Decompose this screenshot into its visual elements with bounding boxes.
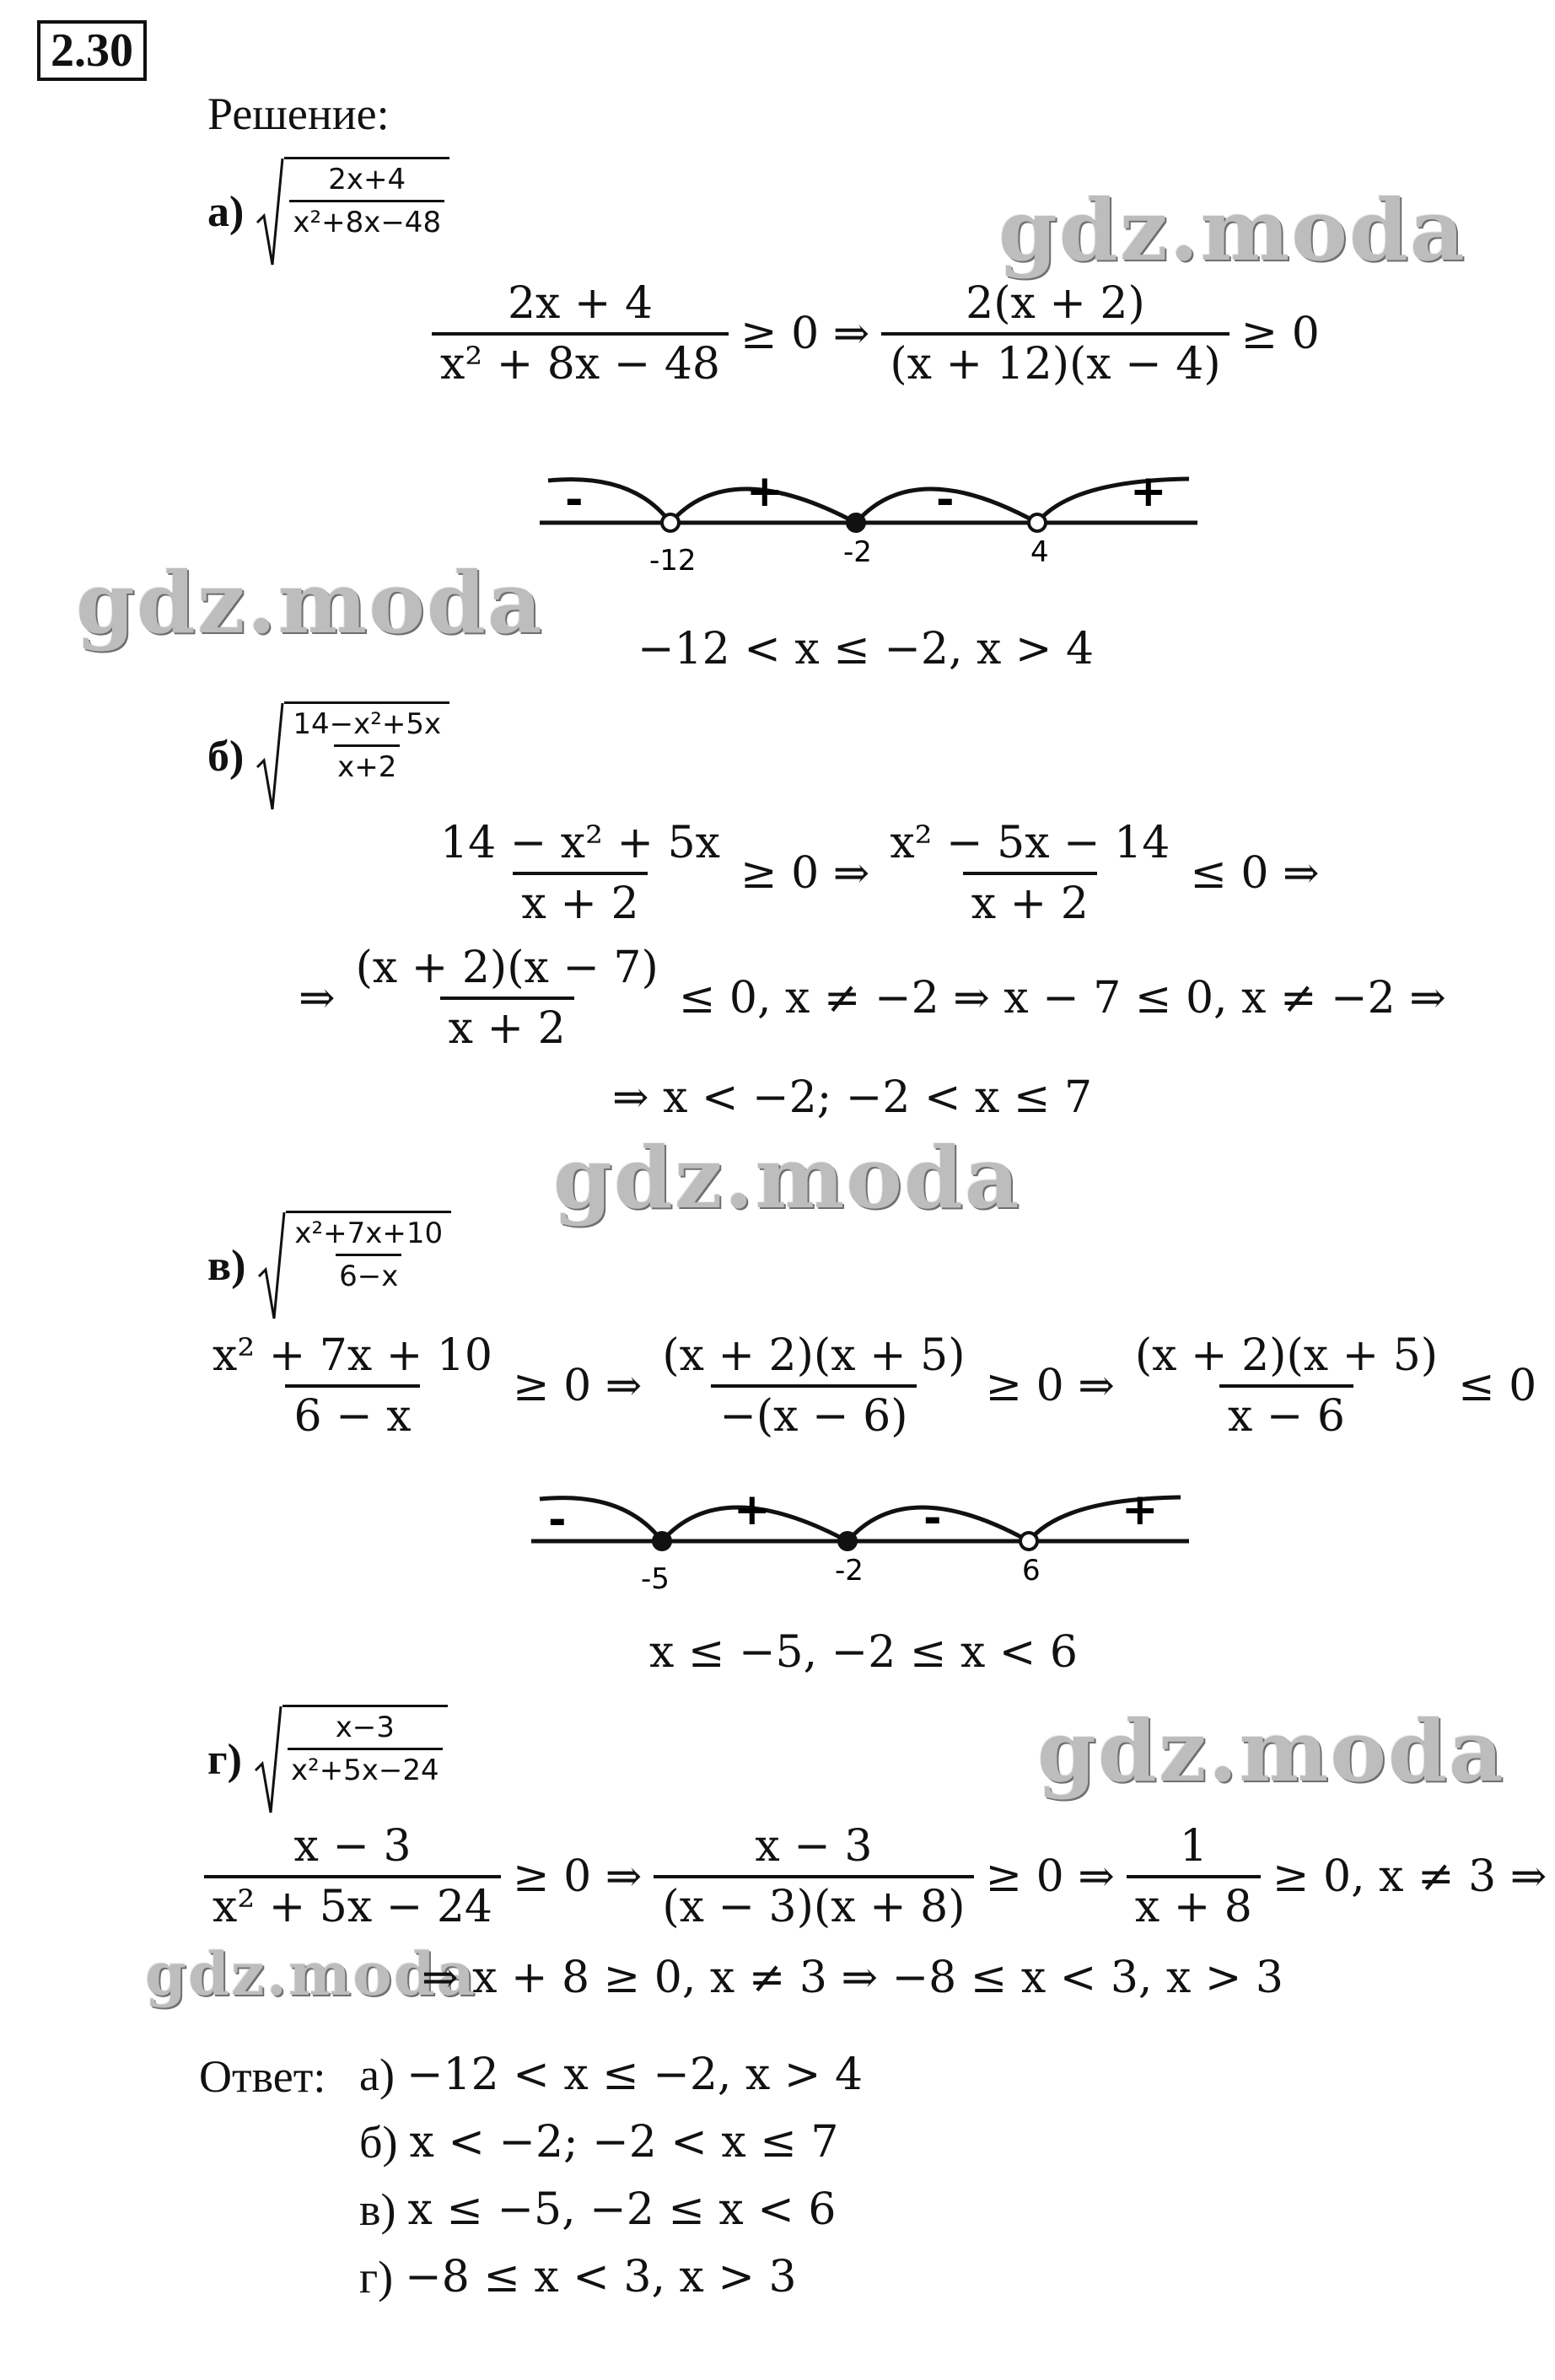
number-line-c <box>523 1474 1197 1609</box>
answer-prefix: г) <box>359 2252 394 2302</box>
part-c-result: x ≤ −5, −2 ≤ x < 6 <box>649 1627 1078 1678</box>
fraction: $\frac{(x + 2)(x + 5)}{x - 6}$ <box>1134 1330 1439 1442</box>
open-point <box>662 514 679 531</box>
sign-label: + <box>746 466 783 517</box>
fraction: $\frac{x - 3}{(x - 3)(x + 8)}$ <box>654 1821 973 1932</box>
sign-label: + <box>1122 1485 1159 1535</box>
relation: ⇒ <box>299 973 336 1023</box>
part-b-header <box>207 701 449 811</box>
number-line-a <box>531 455 1206 590</box>
part-d-root <box>254 1705 448 1814</box>
answer-line <box>359 2184 836 2236</box>
relation: ≥ 0 <box>1240 309 1320 359</box>
watermark: gdz.moda <box>145 1939 477 2009</box>
part-d-step <box>199 1821 1553 1932</box>
tick-label: -2 <box>843 535 872 569</box>
radical-sign-icon <box>254 1705 282 1814</box>
part-d-result: ⇒ x + 8 ≥ 0, x ≠ 3 ⇒ −8 ≤ x < 3, x > 3 <box>422 1953 1283 2003</box>
part-a-result: −12 < x ≤ −2, x > 4 <box>638 624 1095 674</box>
fraction: $\frac{\text{x² + 7x + 10}}{6 - x}$ <box>213 1330 493 1442</box>
watermark: gdz.moda <box>998 180 1466 280</box>
tick-label: 4 <box>1030 535 1049 569</box>
tick-label: -2 <box>835 1554 864 1588</box>
fraction: $\frac{x - 3}{\text{x² + 5x − 24}}$ <box>204 1821 501 1932</box>
relation: ≤ 0, x ≠ −2 ⇒ x − 7 ≤ 0, x ≠ −2 ⇒ <box>678 973 1446 1023</box>
part-c-label: в) <box>207 1241 246 1290</box>
part-c-root <box>257 1211 451 1320</box>
radical-sign-icon <box>256 157 284 266</box>
watermark: gdz.moda <box>553 1128 1021 1228</box>
open-point <box>1020 1533 1037 1550</box>
tick-label: -5 <box>641 1562 670 1596</box>
part-c-step <box>199 1330 1543 1442</box>
relation: ≤ 0 ⇒ <box>1190 848 1320 899</box>
answer-text: x ≤ −5, −2 ≤ x < 6 <box>407 2184 837 2235</box>
root-numerator: 2x+4 <box>328 163 406 196</box>
closed-point <box>837 1531 858 1551</box>
answer-text: x < −2; −2 < x ≤ 7 <box>409 2117 839 2168</box>
fraction: $\frac{2x + 4}{\text{x² + 8x − 48}}$ <box>432 278 729 390</box>
fraction: $\frac{\text{x² − 5x − 14}}{x + 2}$ <box>890 818 1170 929</box>
sign-label: + <box>734 1485 771 1535</box>
relation: ≥ 0, x ≠ 3 ⇒ <box>1272 1851 1547 1902</box>
part-b-step-1 <box>427 818 1326 929</box>
root-denominator: x+2 <box>334 744 400 784</box>
part-d-label: г) <box>207 1735 242 1784</box>
part-c-header <box>207 1211 451 1320</box>
part-a-label: а) <box>207 187 245 236</box>
answer-prefix: а) <box>359 2050 395 2100</box>
relation: ≥ 0 ⇒ <box>985 1851 1115 1902</box>
fraction: $\frac{(x + 2)(x + 5)}{-(x - 6)}$ <box>662 1330 966 1442</box>
radical-sign-icon <box>257 1211 286 1320</box>
fraction: $\frac{\text{14 − x² + 5x}}{x + 2}$ <box>440 818 721 929</box>
root-denominator: x²+5x−24 <box>288 1748 443 1787</box>
tick-label: -12 <box>649 544 697 578</box>
sign-label: - <box>936 475 955 525</box>
part-b-label: б) <box>207 732 245 781</box>
root-numerator: 14−x²+5x <box>293 707 442 741</box>
answer-line <box>359 2049 863 2101</box>
sign-label: - <box>565 475 584 525</box>
watermark: gdz.moda <box>76 553 544 653</box>
closed-point <box>846 513 866 533</box>
sign-label: - <box>923 1493 942 1544</box>
part-b-result: ⇒ x < −2; −2 < x ≤ 7 <box>612 1072 1093 1123</box>
solution-label: Решение: <box>207 89 390 139</box>
root-denominator: 6−x <box>336 1254 401 1293</box>
answer-text: −8 ≤ x < 3, x > 3 <box>405 2252 797 2302</box>
closed-point <box>652 1531 672 1551</box>
relation: ≥ 0 ⇒ <box>740 309 870 359</box>
relation: ≥ 0 ⇒ <box>513 1851 643 1902</box>
answer-prefix: б) <box>359 2117 398 2168</box>
root-numerator: x−3 <box>335 1711 395 1744</box>
sign-label: + <box>1130 466 1167 517</box>
part-b-step-2 <box>292 943 1453 1054</box>
root-denominator: x²+8x−48 <box>289 200 444 239</box>
problem-number: 2.30 <box>37 20 147 81</box>
tick-label: 6 <box>1022 1554 1041 1588</box>
answer-line <box>359 2251 797 2303</box>
part-a-step <box>427 278 1326 390</box>
watermark: gdz.moda <box>1037 1701 1505 1801</box>
part-d-header <box>207 1705 448 1814</box>
sign-label: - <box>548 1495 567 1545</box>
relation: ≤ 0 <box>1458 1361 1537 1411</box>
answer-line <box>359 2116 838 2168</box>
open-point <box>1029 514 1046 531</box>
relation: ≥ 0 ⇒ <box>513 1361 643 1411</box>
part-b-root <box>256 701 449 811</box>
part-a-header <box>207 157 449 266</box>
radical-sign-icon <box>256 701 284 811</box>
answer-text: −12 < x ≤ −2, x > 4 <box>406 2050 864 2100</box>
fraction: $\frac{1}{x + 8}$ <box>1127 1821 1261 1932</box>
fraction: $\frac{2(x + 2)}{(x + 12)(x - 4)}$ <box>881 278 1229 390</box>
part-a-root <box>256 157 449 266</box>
relation: ≥ 0 ⇒ <box>985 1361 1115 1411</box>
relation: ≥ 0 ⇒ <box>740 848 870 899</box>
answer-label: Ответ: <box>199 2051 326 2102</box>
root-numerator: x²+7x+10 <box>294 1217 444 1250</box>
answer-prefix: в) <box>359 2184 396 2235</box>
fraction: $\frac{(x + 2)(x - 7)}{x + 2}$ <box>355 943 659 1054</box>
